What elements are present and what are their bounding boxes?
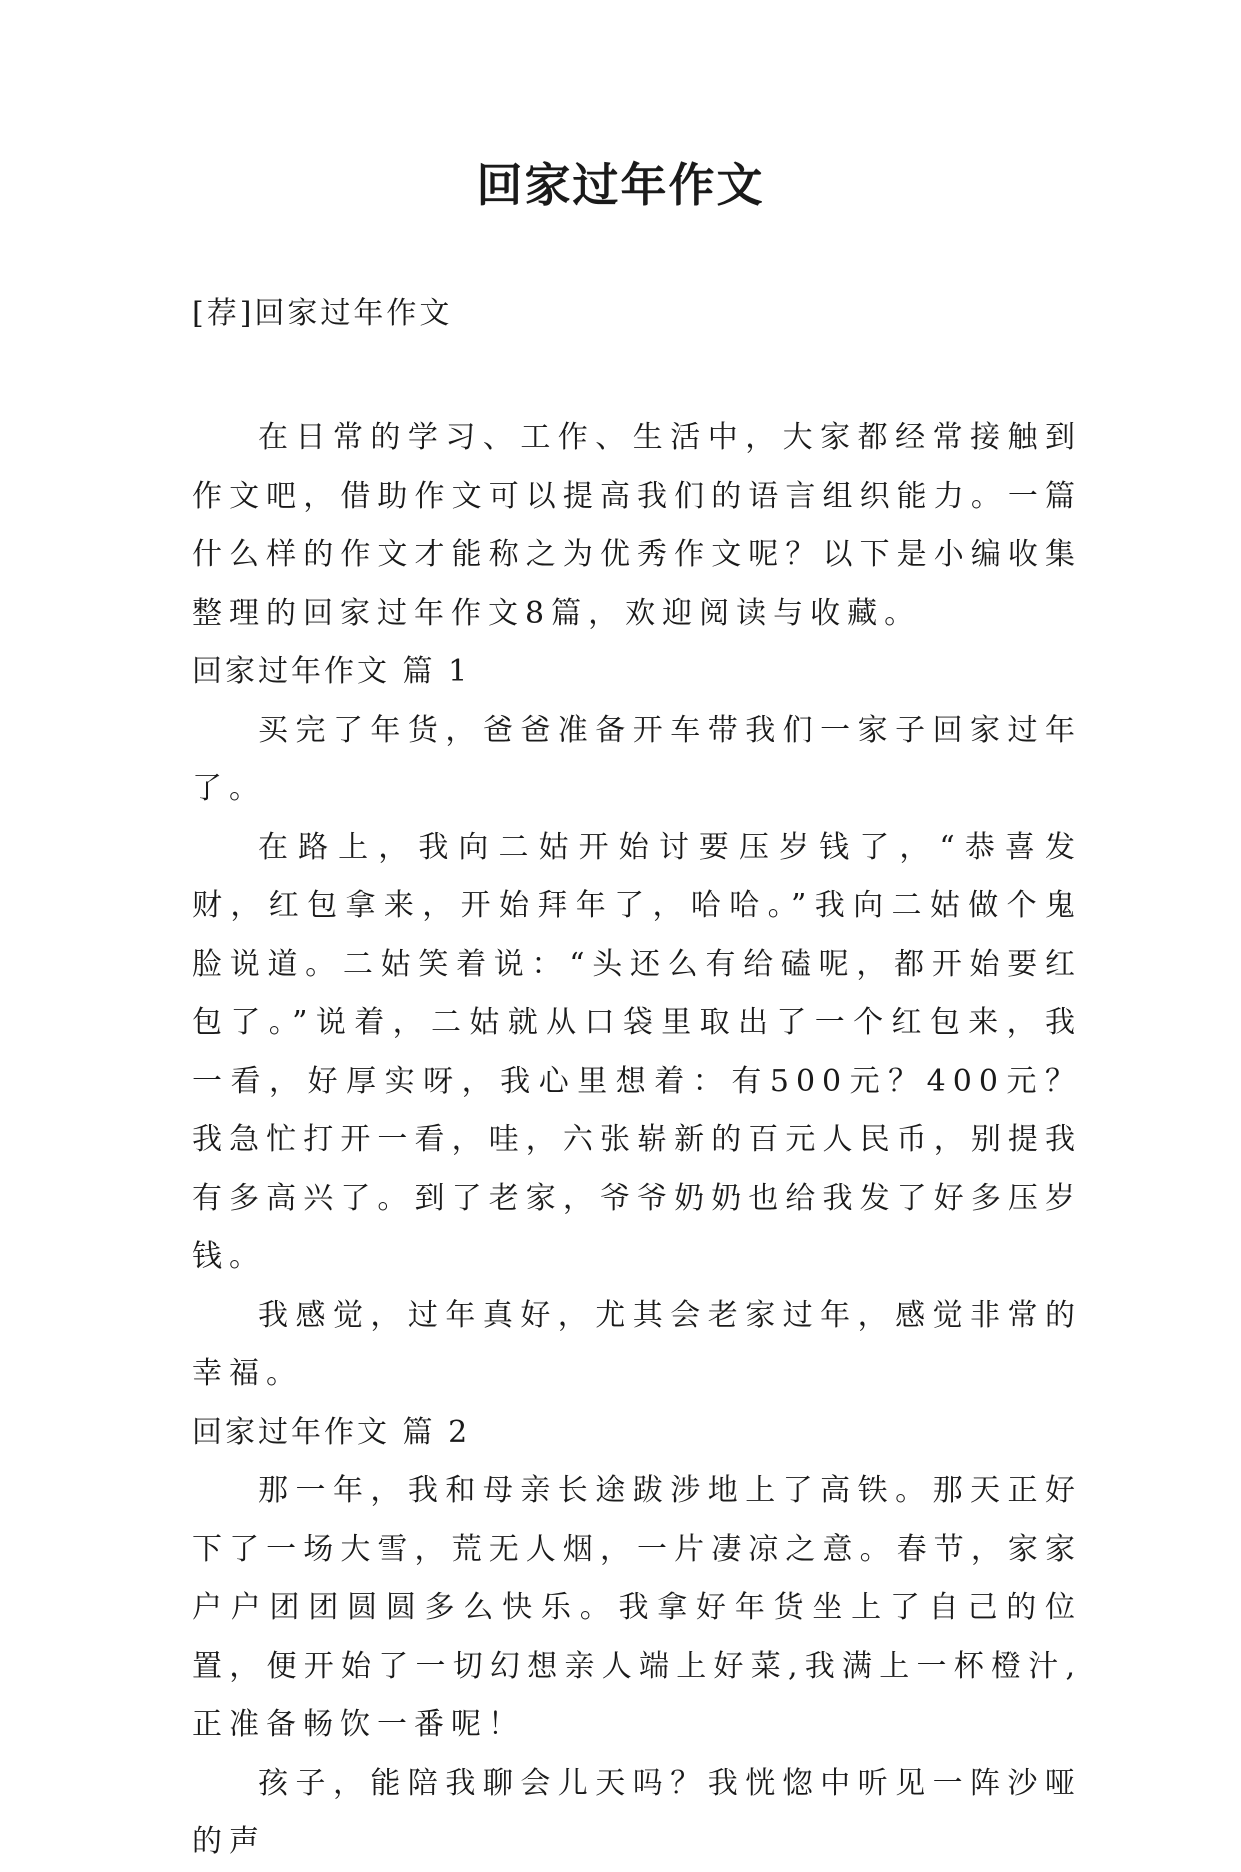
document-title: 回家过年作文 (476, 158, 765, 212)
document-body (192, 409, 1082, 1872)
section-heading-2: 回家过年作文 篇 2 (192, 1414, 471, 1450)
section-heading-1: 回家过年作文 篇 1 (192, 654, 471, 689)
section-1-paragraph: 在路上，我向二姑开始讨要压岁钱了，“恭喜发财，红包拿来，开始拜年了，哈哈。”我向二姑做个鬼脸说道。二姑笑着说：“头还么有给磕呢，都开始要红包了。”说着，二姑就从口袋里取出了一个红包来，我一看，好厚实呀，我心里想着：有500元？400元？我急忙打开一看，哇，六张崭新的百元人民币，别提我有多高兴了。到了老家，爷爷奶奶也给我发了好多压岁钱。 (192, 829, 1082, 1274)
section-2-paragraph: 那一年，我和母亲长途跋涉地上了高铁。那天正好下了一场大雪，荒无人烟，一片凄凉之意。春节，家家户户团团圆圆多么快乐。我拿好年货坐上了自己的位置，便开始了一切幻想亲人端上好菜,我满上一杯橙汁,正准备畅饮一番呢！ (192, 1473, 1082, 1742)
document-subtitle: [荐]回家过年作文 (192, 296, 453, 331)
section-1-paragraph: 买完了年货，爸爸准备开车带我们一家子回家过年了。 (192, 712, 1082, 806)
section-1-paragraph: 我感觉，过年真好，尤其会老家过年，感觉非常的幸福。 (192, 1297, 1082, 1391)
intro-paragraph: 在日常的学习、工作、生活中，大家都经常接触到作文吧，借助作文可以提高我们的语言组织能力。一篇什么样的作文才能称之为优秀作文呢？以下是小编收集整理的回家过年作文8篇，欢迎阅读与收藏。 (192, 420, 1082, 631)
section-2-paragraph: 孩子，能陪我聊会儿天吗？我恍惚中听见一阵沙哑的声 (192, 1765, 1082, 1859)
